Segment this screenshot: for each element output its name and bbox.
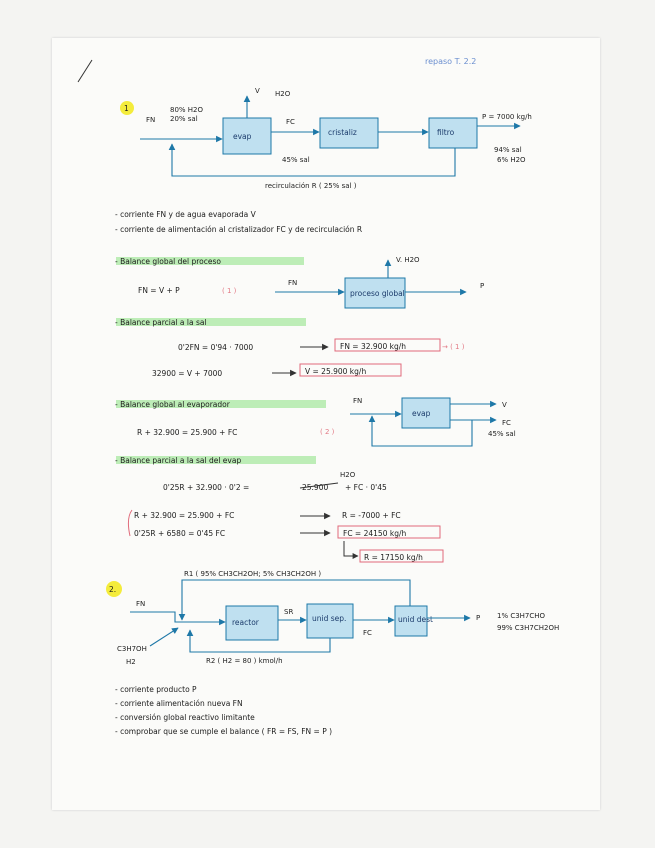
fc-sal: 45% sal — [282, 156, 310, 164]
recycle-label: recirculación R ( 25% sal ) — [265, 182, 357, 190]
eq1-tag: → ( 1 ) — [442, 343, 465, 351]
recycle-r1 — [182, 580, 410, 620]
eq1-result: FN = 32.900 kg/h — [340, 342, 406, 351]
r2-label: R2 ( H2 = 80 ) kmol/h — [206, 657, 283, 665]
eq3-tag: ( 2 ) — [320, 428, 335, 436]
note2-2: - corriente alimentación nueva FN — [115, 699, 243, 708]
evap-feed-label: FN — [353, 397, 363, 405]
eq3: R + 32.900 = 25.900 + FC — [137, 428, 238, 437]
final-result: R = 17150 kg/h — [364, 553, 423, 562]
note-2: - corriente de alimentación al cristalizador FC y de recirculación R — [115, 225, 363, 234]
r1-label: R1 ( 95% CH3CH2OH; 5% CH3CH2OH ) — [184, 570, 322, 578]
sys1-result: R = -7000 + FC — [342, 511, 401, 520]
eq2: 32900 = V + 7000 — [152, 369, 223, 378]
recycle-line — [172, 144, 455, 176]
p2-label: P — [476, 614, 481, 622]
p2-comp2: 99% C3H7CH2OH — [497, 624, 560, 632]
distill-label: unid dest — [398, 615, 433, 624]
eq4-strike: 25.900 — [302, 483, 329, 492]
eq4-part1: 0'25R + 32.900 · 0'2 = — [163, 483, 250, 492]
eq2-result: V = 25.900 kg/h — [305, 367, 367, 376]
sal-evap-heading: - Balance parcial a la sal del evap — [115, 456, 242, 465]
fc2-label: FC — [363, 629, 372, 637]
arrow — [344, 541, 358, 556]
sys2: 0'25R + 6580 = 0'45 FC — [134, 529, 226, 538]
eq4-part2: + FC · 0'45 — [345, 483, 387, 492]
evap-vapor-label: V — [502, 401, 507, 409]
global-eq: FN = V + P — [138, 286, 180, 295]
evap-block-label: evap — [412, 409, 431, 418]
global-feed-label: FN — [288, 279, 298, 287]
note2-1: - corriente producto P — [115, 685, 197, 694]
separator-label: unid sep. — [312, 614, 347, 623]
feed-h2o: 80% H2O — [170, 106, 204, 114]
c3h7oh-label: C3H7OH — [117, 645, 147, 653]
note2-4: - comprobar que se cumple el balance ( FR = FS, FN = P ) — [115, 727, 333, 736]
note2-3: - conversión global reactivo limitante — [115, 713, 255, 722]
fn2-label: FN — [136, 600, 146, 608]
sys1: R + 32.900 = 25.900 + FC — [134, 511, 235, 520]
product-label: P = 7000 kg/h — [482, 113, 532, 121]
problem-number: 1 — [124, 104, 129, 113]
crystallizer-label: cristaliz — [328, 128, 357, 137]
p2-comp1: 1% C3H7CHO — [497, 612, 546, 620]
feed-arrow — [130, 612, 225, 622]
partial-balance-heading: - Balance parcial a la sal — [115, 318, 207, 327]
sr-label: SR — [284, 608, 294, 616]
evap-fc-label: FC — [502, 419, 511, 427]
vapor-label: V — [255, 87, 260, 95]
problem2-number: 2. — [109, 585, 117, 594]
page-title: repaso T. 2.2 — [425, 57, 477, 66]
product-sal: 94% sal — [494, 146, 522, 154]
vapor-h2o: H2O — [275, 90, 291, 98]
global-product-label: P — [480, 282, 485, 290]
eq4-h2o: H2O — [340, 471, 356, 479]
global-balance-heading: - Balance global del proceso — [115, 257, 221, 266]
h2-label: H2 — [126, 658, 136, 666]
sys2-result: FC = 24150 kg/h — [343, 529, 407, 538]
global-eq-tag: ( 1 ) — [222, 287, 237, 295]
global-vapor-label: V. H2O — [396, 256, 420, 264]
filter-label: filtro — [437, 128, 455, 137]
product-h2o: 6% H2O — [497, 156, 526, 164]
brace — [128, 510, 132, 536]
fc-label: FC — [286, 118, 295, 126]
reactor-label: reactor — [232, 618, 259, 627]
feed-label: FN — [146, 116, 156, 124]
evap-fc-sal: 45% sal — [488, 430, 516, 438]
note-1: - corriente FN y de agua evaporada V — [115, 210, 256, 219]
feed-sal: 20% sal — [170, 115, 198, 123]
evap-balance-heading: - Balance global al evaporador — [115, 400, 230, 409]
evaporator-label: evap — [233, 132, 252, 141]
eq1: 0'2FN = 0'94 · 7000 — [178, 343, 254, 352]
arrow — [150, 628, 178, 646]
global-process-label: proceso global — [350, 289, 405, 298]
